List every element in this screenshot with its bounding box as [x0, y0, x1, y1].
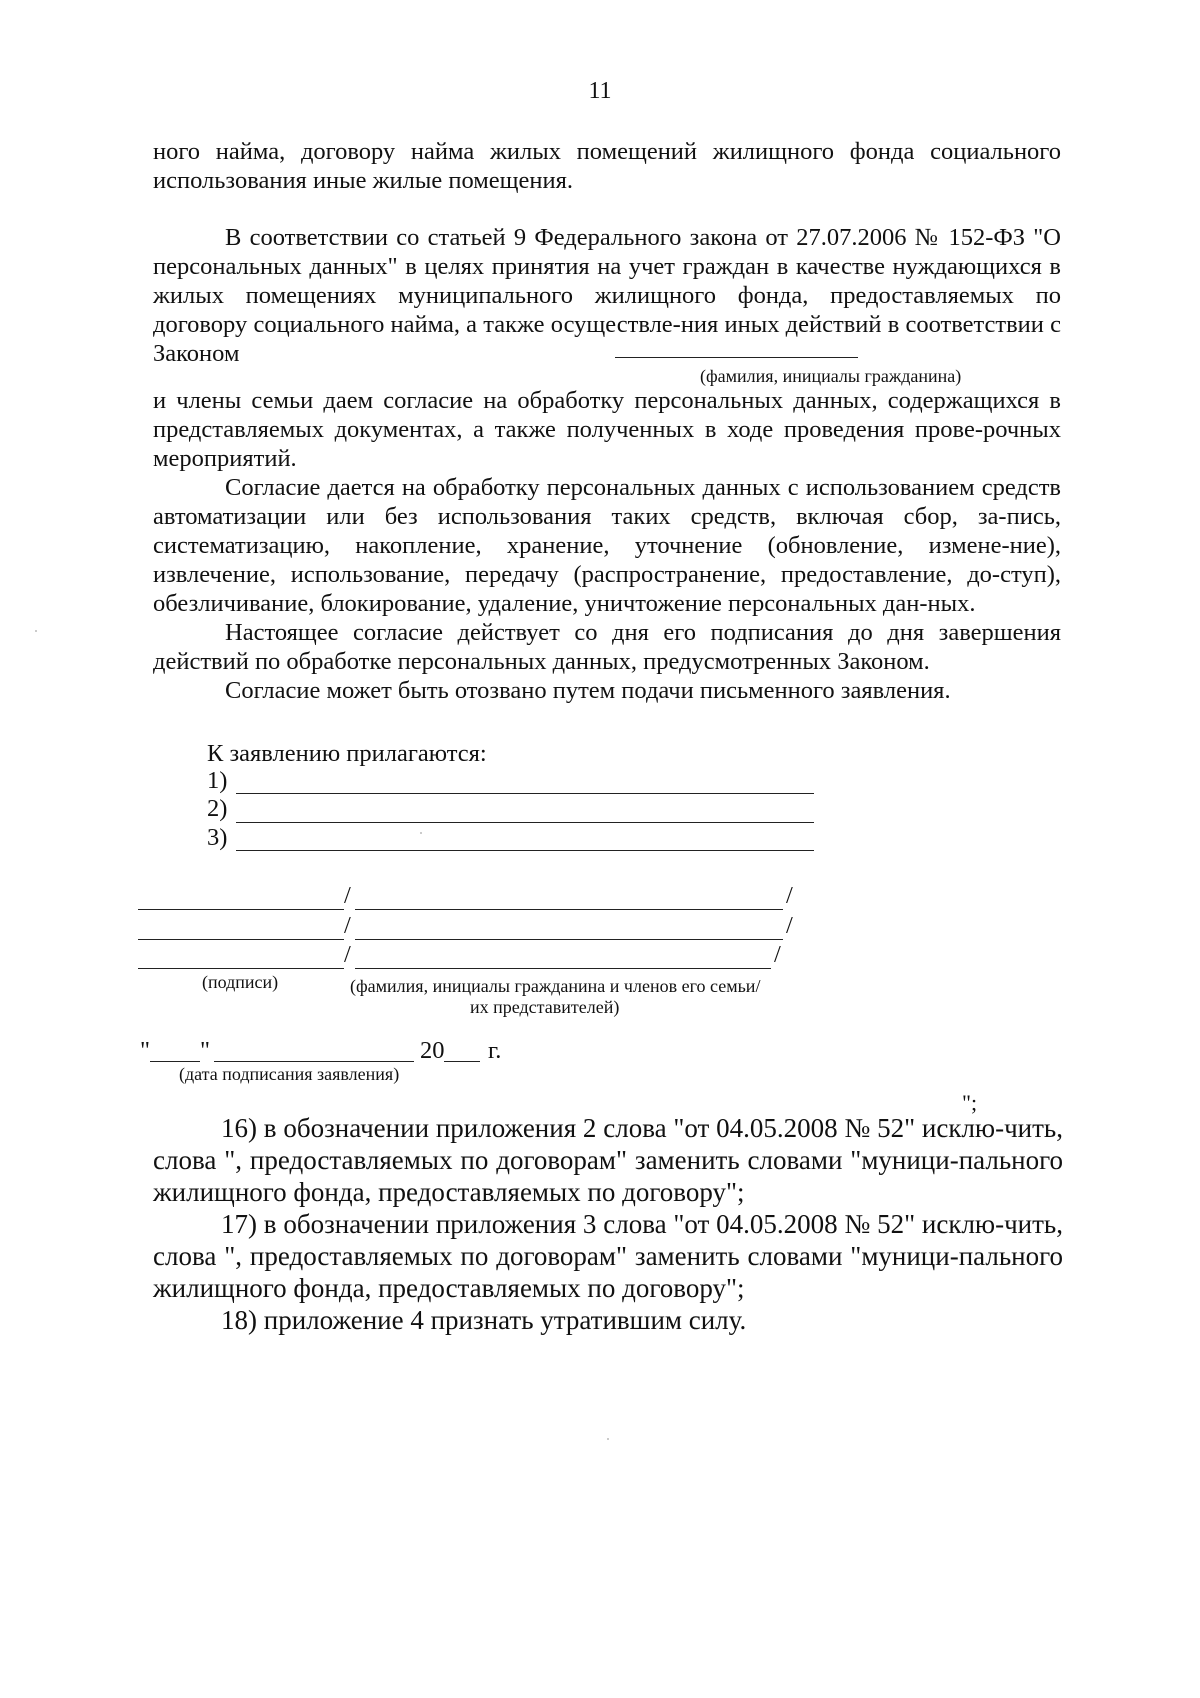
caption-signatures: (подписи): [202, 972, 279, 992]
paragraph-processing: Согласие дается на обработку персональных данных с использованием средств автоматизации или без использования таких средств, включая сбор, за-пись, систематизацию, накопление, хранение, уточнение (обновление, измене-ние), извлечение, использование, передачу (распространение, предоставление, до-ступ), обезличивание, блокирование, удаление, уничтожение персональных дан-ных.: [153, 474, 1061, 617]
paragraph-intro-text: ного найма, договору найма жилых помещений жилищного фонда социального использования иные жилые помещения.: [153, 138, 1061, 194]
paragraph-consent-text: В соответствии со статьей 9 Федерального закона от 27.07.2006 № 152-ФЗ "О персональных данных" в целях принятия на учет граждан в качестве нуждающихся в жилых помещениях муниципального жилищного фонда, предоставляемых по договору социального найма, а также осуществле-ния иных действий в соответствии с Законом: [153, 224, 1061, 367]
signature-slash-3b: /: [774, 941, 781, 968]
signature-line-2: [138, 939, 344, 940]
signature-slash-1a: /: [344, 882, 351, 909]
attachment-number-3: 3): [207, 824, 228, 851]
amendment-18: 18) приложение 4 признать утратившим силу.: [221, 1305, 747, 1335]
date-month-line: [214, 1061, 414, 1062]
attachment-number-1: 1): [207, 767, 228, 794]
amendments-list: [153, 1112, 1063, 1336]
signature-slash-1b: /: [786, 882, 793, 909]
caption-date: (дата подписания заявления): [179, 1064, 400, 1084]
name-line-3: [355, 968, 771, 969]
attachment-line-1: [236, 793, 814, 794]
amendment-17: 17) в обозначении приложения 3 слова "от 04.05.2008 № 52" исклю-чить, слова ", предоставляемых по договорам" заменить словами "муници-пального жилищного фонда, предоставляемых по договору";: [153, 1209, 1063, 1303]
date-year-line: [444, 1061, 480, 1062]
page-number: 11: [588, 78, 612, 104]
signature-slash-2b: /: [786, 912, 793, 939]
fio-blank-line: [615, 357, 858, 358]
signature-line-1: [138, 909, 344, 910]
date-year-suffix: г.: [488, 1037, 502, 1064]
paragraph-consent-cont-text: и члены семьи даем согласие на обработку персональных данных, содержащихся в представляемых документах, а также полученных в ходе проведения прове-рочных мероприятий.: [153, 387, 1061, 472]
paragraph-revoke: Согласие может быть отозвано путем подачи письменного заявления.: [225, 677, 951, 704]
attachment-line-2: [236, 822, 814, 823]
paragraph-intro: [153, 137, 1061, 195]
attachment-number-2: 2): [207, 795, 228, 822]
paragraph-consent: [153, 223, 1061, 368]
attachments-heading: К заявлению прилагаются:: [207, 740, 487, 767]
name-line-1: [355, 909, 783, 910]
scan-speck: [35, 630, 37, 632]
scan-speck: [420, 832, 422, 834]
signature-slash-3a: /: [344, 941, 351, 968]
date-quote-close: ": [200, 1037, 211, 1064]
scan-speck: [607, 1438, 609, 1440]
attachment-line-3: [236, 850, 814, 851]
signature-slash-2a: /: [344, 912, 351, 939]
date-year-prefix: 20: [420, 1037, 445, 1064]
paragraph-consent-continued: [153, 386, 1061, 705]
amendment-16: 16) в обозначении приложения 2 слова "от 04.05.2008 № 52" исклю-чить, слова ", предоставляемых по договорам" заменить словами "муници-пального жилищного фонда, предоставляемых по договору";: [153, 1113, 1063, 1207]
date-day-line: [150, 1061, 200, 1062]
caption-names-line-1: (фамилия, инициалы гражданина и членов его семьи/: [350, 976, 761, 996]
name-line-2: [355, 939, 783, 940]
signature-line-3: [138, 968, 344, 969]
caption-fio: (фамилия, инициалы гражданина): [700, 366, 962, 386]
date-quote-open: ": [140, 1037, 151, 1064]
caption-names-line-2: их представителей): [470, 997, 620, 1017]
closing-quote: ";: [962, 1090, 978, 1115]
paragraph-validity: Настоящее согласие действует со дня его подписания до дня завершения действий по обработке персональных данных, предусмотренных Законом.: [153, 619, 1061, 675]
